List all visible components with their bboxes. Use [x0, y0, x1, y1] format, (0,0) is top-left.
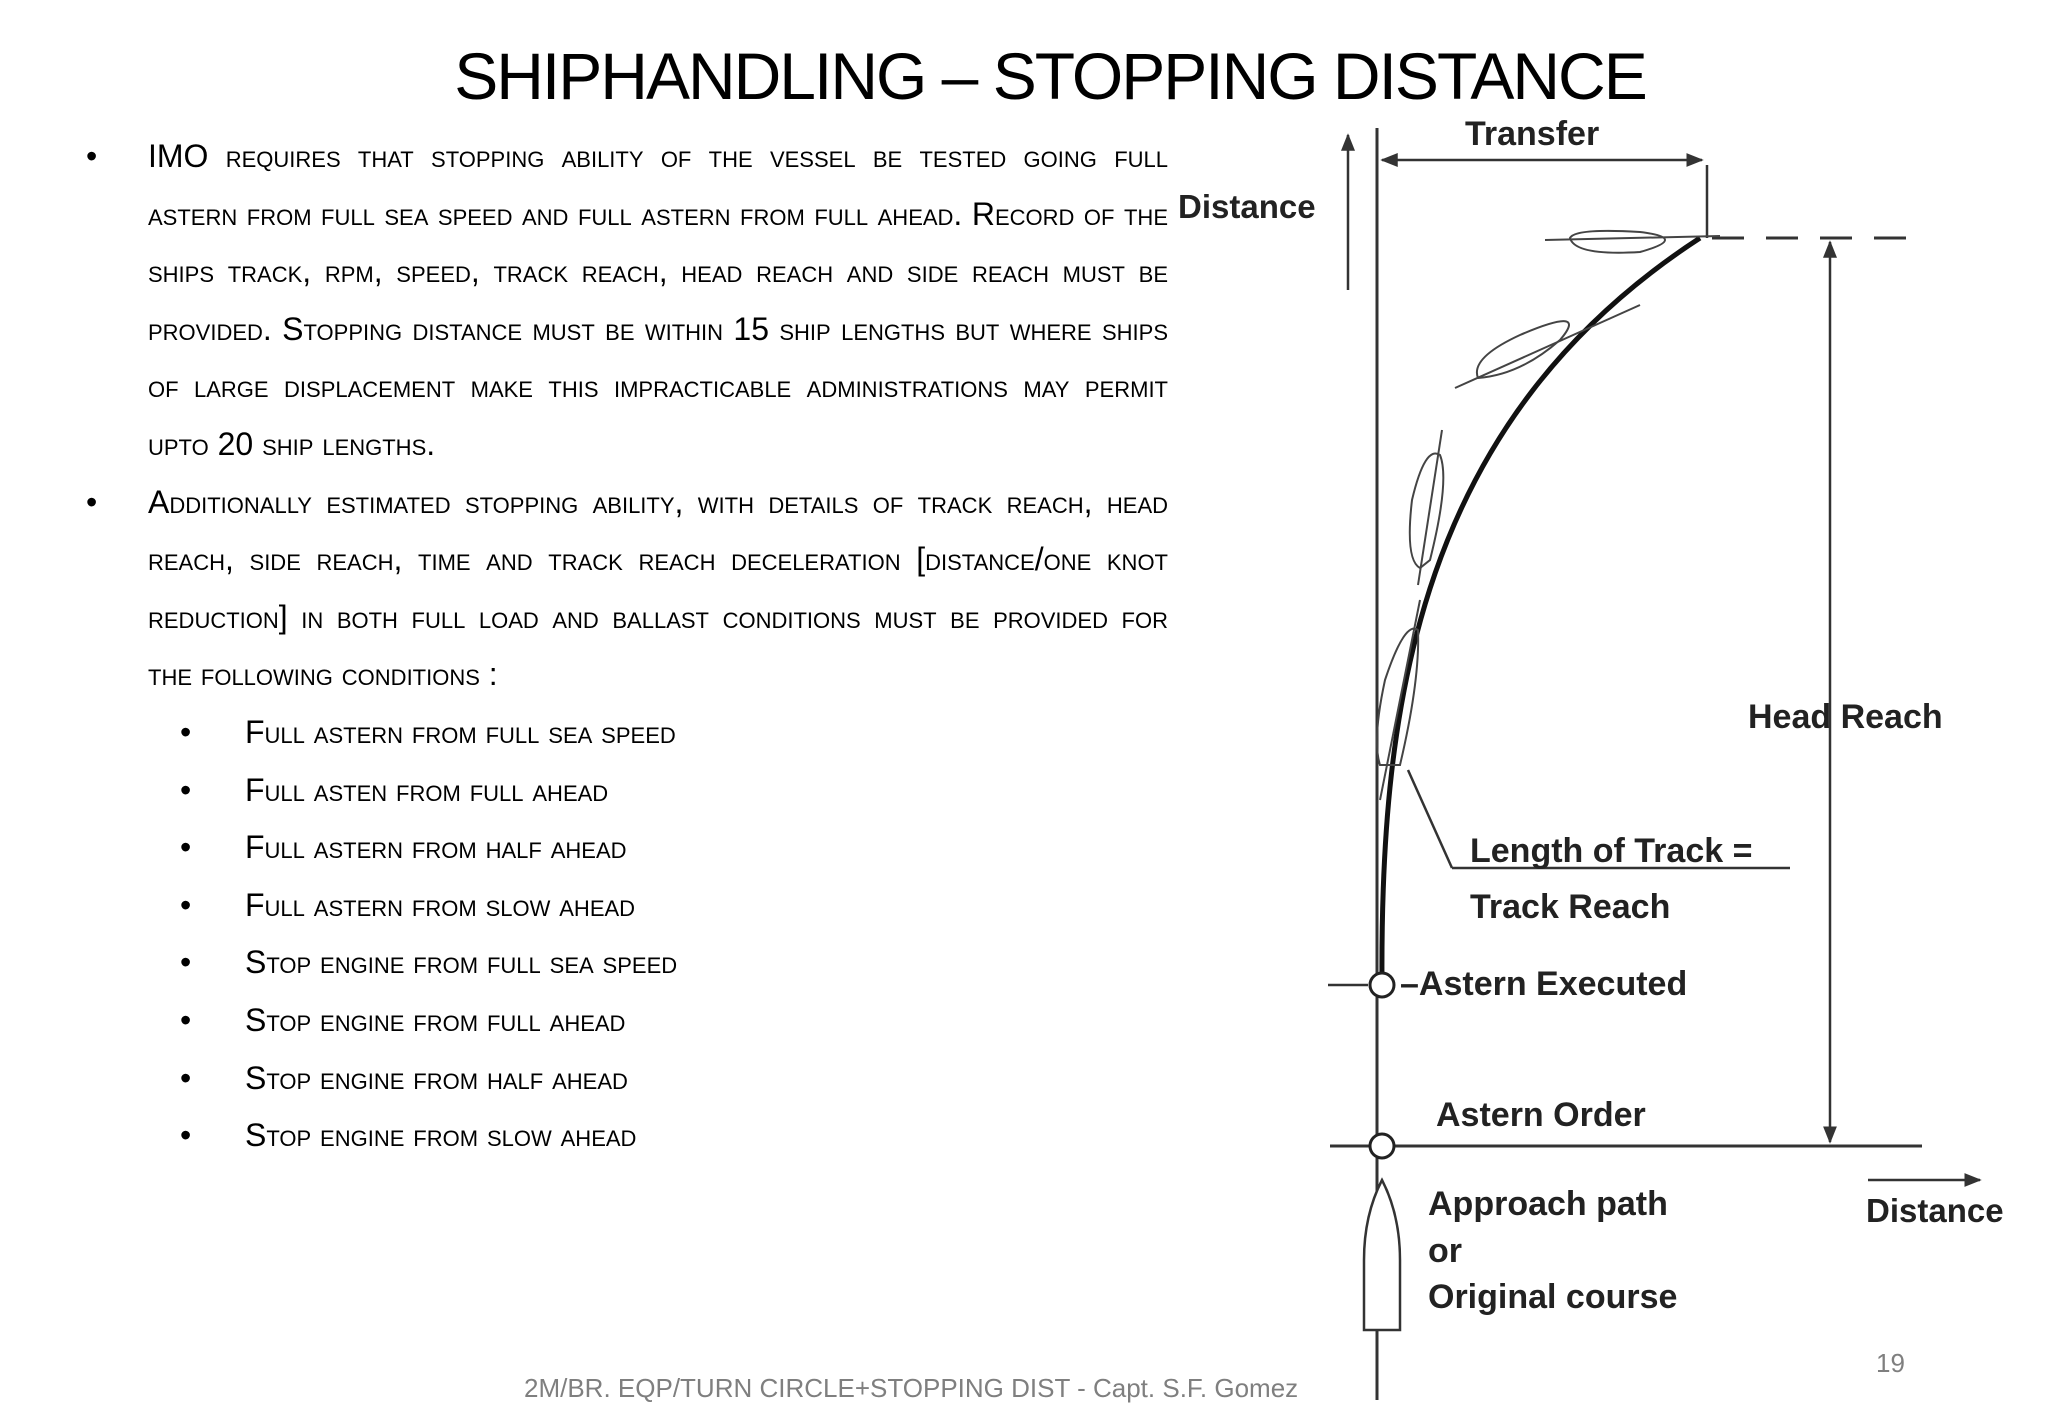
transfer-label: Transfer — [1465, 115, 1600, 153]
footer-text: 2M/BR. EQP/TURN CIRCLE+STOPPING DIST - Capt. S.F. Gomez — [524, 1373, 1299, 1403]
bullet-icon: • — [180, 1117, 192, 1154]
length-of-track-label: Length of Track = — [1470, 832, 1753, 870]
sub-bullet-text: Stop engine from full ahead — [245, 1001, 626, 1038]
bullet-icon: • — [180, 886, 192, 923]
bullet-icon: • — [86, 483, 98, 520]
ship-silhouette — [1410, 453, 1444, 568]
track-reach-label: Track Reach — [1470, 888, 1671, 926]
head-reach-label: Head Reach — [1748, 698, 1943, 736]
ship-silhouette — [1477, 321, 1569, 378]
ship-positions — [1377, 231, 1720, 800]
approach-or-label: or — [1428, 1232, 1462, 1270]
sub-bullet-item — [78, 992, 1168, 1050]
bullet-icon: • — [180, 1059, 192, 1096]
sub-bullet-item — [78, 819, 1168, 877]
bullet-icon: • — [86, 138, 98, 174]
bullet-text: IMO requires that stopping ability of the vessel be tested going full astern from full sea speed and full astern from full ahead. Record of the ships track, rpm, speed, track reach, head reach and side reach must be provided. Stopping distance must be within 15 ship lengths but where ships of large displacement make this impracticable administrations may permit upto 20 ship lengths. — [148, 138, 1168, 462]
sub-bullet-text: Full astern from half ahead — [245, 829, 627, 866]
sub-bullet-item — [78, 704, 1168, 762]
sub-bullet-text: Stop engine from full sea speed — [245, 944, 678, 981]
bullet-icon: • — [180, 771, 192, 808]
approach-ship-icon — [1364, 1180, 1400, 1330]
ship-silhouette — [1570, 231, 1665, 253]
bullet-icon: • — [180, 829, 192, 866]
sub-bullet-item — [78, 877, 1168, 935]
sub-bullet-item — [78, 1050, 1168, 1108]
sub-bullet-item — [78, 762, 1168, 820]
bullet-icon: • — [180, 713, 192, 750]
track-reach-leader — [1408, 770, 1452, 868]
stopping-distance-diagram — [1160, 100, 2020, 1410]
bullet-item — [78, 128, 1168, 474]
sub-bullet-item — [78, 1107, 1168, 1165]
approach-path-label: Approach path — [1428, 1185, 1668, 1223]
sub-bullet-text: Full astern from full sea speed — [245, 713, 676, 750]
bullet-item — [78, 474, 1168, 704]
horizontal-distance-label: Distance — [1866, 1192, 2004, 1229]
bullet-icon: • — [180, 944, 192, 981]
bullet-list — [78, 128, 1168, 1165]
sub-bullet-item — [78, 934, 1168, 992]
sub-bullet-text: Stop engine from half ahead — [245, 1059, 628, 1096]
page-number: 19 — [1876, 1348, 1905, 1378]
vertical-distance-label: Distance — [1178, 188, 1316, 225]
sub-bullet-text: Full astern from slow ahead — [245, 886, 636, 923]
astern-order-marker — [1370, 1134, 1394, 1158]
bullet-text: Additionally estimated stopping ability, with details of track reach, head reach, side reach, time and track reach deceleration [distance/one knot reduction] in both full load and ballast conditions must be provided for the following conditions : — [148, 483, 1168, 693]
astern-executed-marker — [1370, 973, 1394, 997]
astern-order-label: Astern Order — [1436, 1096, 1646, 1134]
astern-executed-label: –Astern Executed — [1400, 965, 1688, 1003]
page-title: SHIPHANDLING – STOPPING DISTANCE — [454, 39, 1646, 113]
original-course-label: Original course — [1428, 1278, 1678, 1316]
bullet-icon: • — [180, 1001, 192, 1038]
sub-bullet-text: Stop engine from slow ahead — [245, 1117, 637, 1154]
sub-bullet-text: Full asten from full ahead — [245, 771, 609, 808]
